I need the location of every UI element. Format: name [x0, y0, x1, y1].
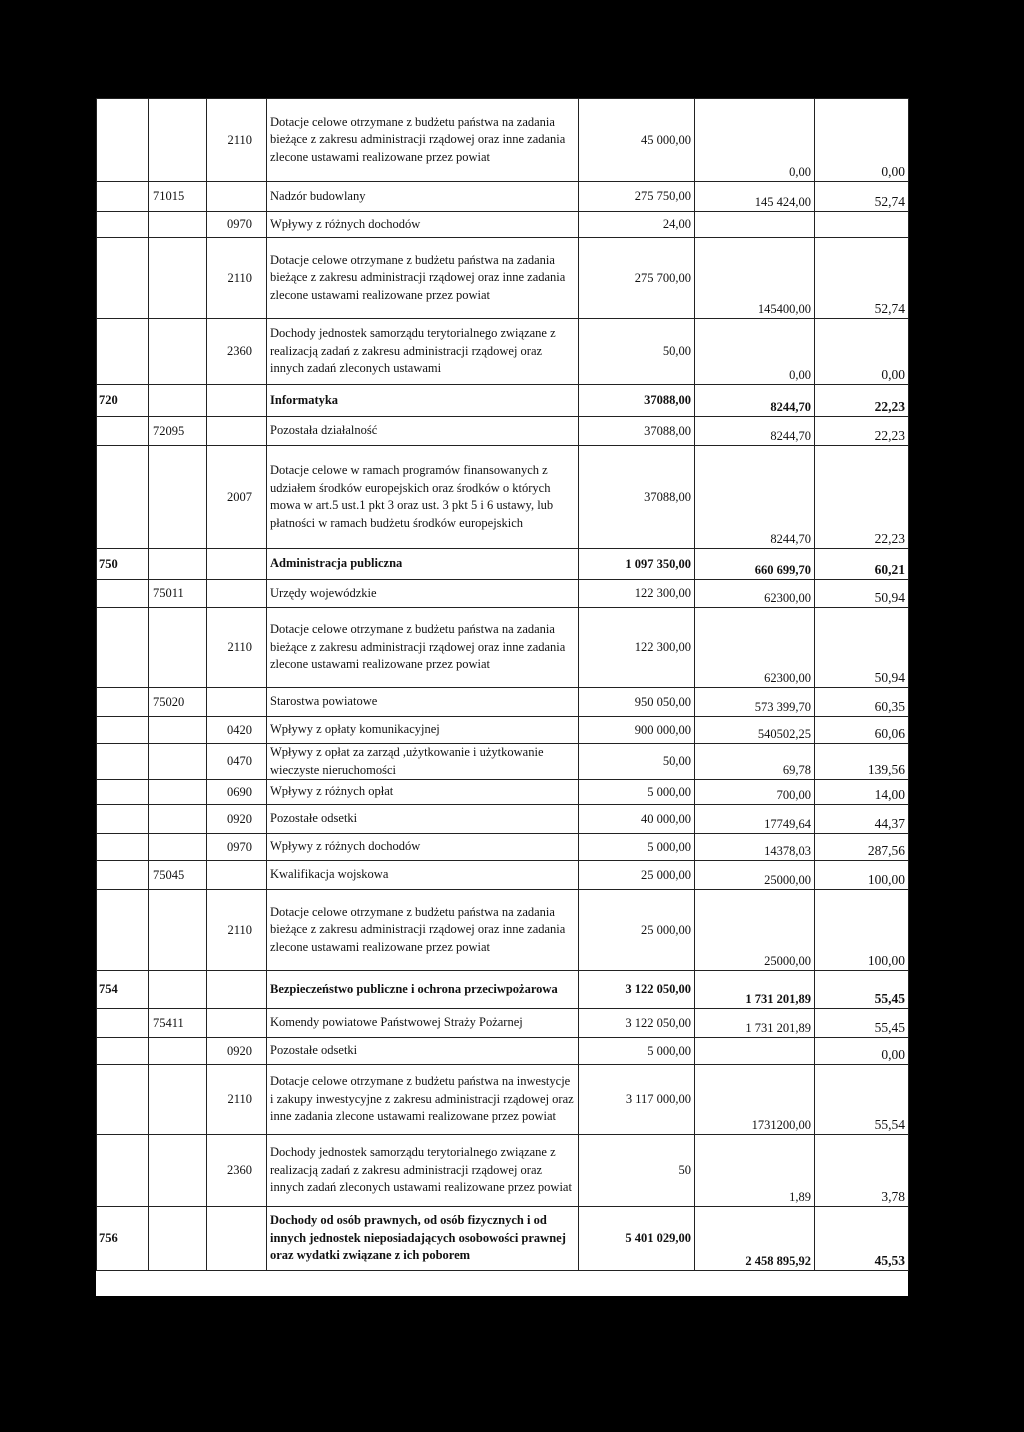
dzial-cell: 754 — [97, 971, 149, 1009]
description-cell: Dotacje celowe otrzymane z budżetu państwa na inwestycje i zakupy inwestycyjne z zakresu administracji rządowej oraz inne zadania zlecone ustawami realizowane przez powiat — [267, 1065, 579, 1135]
description-cell: Nadzór budowlany — [267, 182, 579, 212]
paragraf-cell — [207, 580, 267, 608]
rozdzial-cell — [149, 238, 207, 319]
paragraf-cell: 0920 — [207, 1038, 267, 1065]
table-row — [97, 319, 909, 385]
table-row — [97, 417, 909, 446]
percent-cell: 22,23 — [815, 417, 909, 446]
wykonanie-cell: 540502,25 — [695, 717, 815, 744]
paragraf-cell: 0920 — [207, 805, 267, 834]
table-row — [97, 744, 909, 780]
dzial-cell — [97, 717, 149, 744]
wykonanie-cell: 25000,00 — [695, 861, 815, 890]
rozdzial-cell — [149, 805, 207, 834]
table-row — [97, 1065, 909, 1135]
paragraf-cell — [207, 182, 267, 212]
percent-cell: 60,21 — [815, 549, 909, 580]
paragraf-cell: 0970 — [207, 212, 267, 238]
plan-cell: 122 300,00 — [579, 608, 695, 688]
wykonanie-cell: 2 458 895,92 — [695, 1207, 815, 1271]
percent-cell: 55,45 — [815, 971, 909, 1009]
dzial-cell — [97, 1065, 149, 1135]
rozdzial-cell: 75020 — [149, 688, 207, 717]
budget-table — [96, 98, 909, 1271]
description-cell: Dotacje celowe otrzymane z budżetu państwa na zadania bieżące z zakresu administracji rządowej oraz inne zadania zlecone ustawami realizowane przez powiat — [267, 890, 579, 971]
table-row — [97, 446, 909, 549]
rozdzial-cell — [149, 717, 207, 744]
table-row — [97, 971, 909, 1009]
table-row — [97, 99, 909, 182]
rozdzial-cell: 71015 — [149, 182, 207, 212]
description-cell: Dotacje celowe otrzymane z budżetu państwa na zadania bieżące z zakresu administracji rządowej oraz inne zadania zlecone ustawami realizowane przez powiat — [267, 608, 579, 688]
description-cell: Wpływy z różnych opłat — [267, 780, 579, 805]
plan-cell: 5 000,00 — [579, 834, 695, 861]
rozdzial-cell — [149, 446, 207, 549]
wykonanie-cell — [695, 212, 815, 238]
dzial-cell — [97, 608, 149, 688]
table-row — [97, 549, 909, 580]
percent-cell: 44,37 — [815, 805, 909, 834]
plan-cell: 3 122 050,00 — [579, 1009, 695, 1038]
rozdzial-cell — [149, 99, 207, 182]
table-row — [97, 1207, 909, 1271]
plan-cell: 37088,00 — [579, 417, 695, 446]
plan-cell: 122 300,00 — [579, 580, 695, 608]
rozdzial-cell — [149, 834, 207, 861]
percent-cell: 0,00 — [815, 319, 909, 385]
percent-cell: 50,94 — [815, 608, 909, 688]
percent-cell: 22,23 — [815, 385, 909, 417]
table-row — [97, 890, 909, 971]
table-row — [97, 238, 909, 319]
percent-cell: 52,74 — [815, 238, 909, 319]
plan-cell: 950 050,00 — [579, 688, 695, 717]
dzial-cell — [97, 861, 149, 890]
description-cell: Dotacje celowe otrzymane z budżetu państwa na zadania bieżące z zakresu administracji rządowej oraz inne zadania zlecone ustawami realizowane przez powiat — [267, 99, 579, 182]
paragraf-cell — [207, 417, 267, 446]
plan-cell: 37088,00 — [579, 385, 695, 417]
wykonanie-cell: 1,89 — [695, 1135, 815, 1207]
rozdzial-cell — [149, 744, 207, 780]
percent-cell: 60,35 — [815, 688, 909, 717]
wykonanie-cell: 1 731 201,89 — [695, 1009, 815, 1038]
paragraf-cell — [207, 1207, 267, 1271]
table-row — [97, 385, 909, 417]
plan-cell: 275 750,00 — [579, 182, 695, 212]
plan-cell: 3 117 000,00 — [579, 1065, 695, 1135]
dzial-cell: 756 — [97, 1207, 149, 1271]
description-cell: Starostwa powiatowe — [267, 688, 579, 717]
dzial-cell — [97, 805, 149, 834]
plan-cell: 45 000,00 — [579, 99, 695, 182]
percent-cell: 52,74 — [815, 182, 909, 212]
paragraf-cell: 0690 — [207, 780, 267, 805]
percent-cell: 60,06 — [815, 717, 909, 744]
dzial-cell — [97, 319, 149, 385]
paragraf-cell: 2360 — [207, 1135, 267, 1207]
description-cell: Pozostała działalność — [267, 417, 579, 446]
percent-cell: 3,78 — [815, 1135, 909, 1207]
paragraf-cell: 2110 — [207, 238, 267, 319]
percent-cell: 100,00 — [815, 861, 909, 890]
description-cell: Wpływy z opłaty komunikacyjnej — [267, 717, 579, 744]
rozdzial-cell — [149, 1065, 207, 1135]
table-row — [97, 861, 909, 890]
plan-cell: 25 000,00 — [579, 890, 695, 971]
paragraf-cell — [207, 688, 267, 717]
rozdzial-cell: 75411 — [149, 1009, 207, 1038]
description-cell: Wpływy z różnych dochodów — [267, 834, 579, 861]
plan-cell: 275 700,00 — [579, 238, 695, 319]
percent-cell: 55,45 — [815, 1009, 909, 1038]
table-row — [97, 182, 909, 212]
percent-cell: 139,56 — [815, 744, 909, 780]
plan-cell: 40 000,00 — [579, 805, 695, 834]
plan-cell: 1 097 350,00 — [579, 549, 695, 580]
description-cell: Dochody od osób prawnych, od osób fizycznych i od innych jednostek nieposiadających osobowości prawnej oraz wydatki związane z ich poborem — [267, 1207, 579, 1271]
plan-cell: 3 122 050,00 — [579, 971, 695, 1009]
wykonanie-cell: 0,00 — [695, 319, 815, 385]
dzial-cell — [97, 688, 149, 717]
rozdzial-cell: 75045 — [149, 861, 207, 890]
percent-cell: 50,94 — [815, 580, 909, 608]
description-cell: Kwalifikacja wojskowa — [267, 861, 579, 890]
paragraf-cell — [207, 549, 267, 580]
description-cell: Dochody jednostek samorządu terytorialnego związane z realizacją zadań z zakresu administracji rządowej oraz innych zadań zleconych ustawami realizowane przez powiat — [267, 1135, 579, 1207]
percent-cell: 22,23 — [815, 446, 909, 549]
dzial-cell — [97, 212, 149, 238]
table-row — [97, 805, 909, 834]
table-row — [97, 212, 909, 238]
rozdzial-cell — [149, 385, 207, 417]
percent-cell: 0,00 — [815, 1038, 909, 1065]
description-cell: Pozostałe odsetki — [267, 1038, 579, 1065]
rozdzial-cell — [149, 549, 207, 580]
table-row — [97, 580, 909, 608]
wykonanie-cell: 62300,00 — [695, 580, 815, 608]
dzial-cell: 720 — [97, 385, 149, 417]
description-cell: Administracja publiczna — [267, 549, 579, 580]
rozdzial-cell — [149, 1207, 207, 1271]
wykonanie-cell: 8244,70 — [695, 417, 815, 446]
description-cell: Bezpieczeństwo publiczne i ochrona przeciwpożarowa — [267, 971, 579, 1009]
rozdzial-cell — [149, 971, 207, 1009]
description-cell: Dotacje celowe otrzymane z budżetu państwa na zadania bieżące z zakresu administracji rządowej oraz inne zadania zlecone ustawami realizowane przez powiat — [267, 238, 579, 319]
percent-cell: 45,53 — [815, 1207, 909, 1271]
wykonanie-cell: 145 424,00 — [695, 182, 815, 212]
rozdzial-cell: 75011 — [149, 580, 207, 608]
description-cell: Urzędy wojewódzkie — [267, 580, 579, 608]
table-row — [97, 834, 909, 861]
wykonanie-cell — [695, 1038, 815, 1065]
plan-cell: 5 401 029,00 — [579, 1207, 695, 1271]
dzial-cell: 750 — [97, 549, 149, 580]
percent-cell: 287,56 — [815, 834, 909, 861]
dzial-cell — [97, 238, 149, 319]
rozdzial-cell — [149, 1038, 207, 1065]
wykonanie-cell: 660 699,70 — [695, 549, 815, 580]
plan-cell: 5 000,00 — [579, 1038, 695, 1065]
dzial-cell — [97, 417, 149, 446]
paragraf-cell: 2007 — [207, 446, 267, 549]
description-cell: Dotacje celowe w ramach programów finansowanych z udziałem środków europejskich oraz środków o których mowa w art.5 ust.1 pkt 3 oraz ust. 3 pkt 5 i 6 ustawy, lub płatności w ramach budżetu środków europejskich — [267, 446, 579, 549]
plan-cell: 37088,00 — [579, 446, 695, 549]
plan-cell: 50 — [579, 1135, 695, 1207]
paragraf-cell: 2360 — [207, 319, 267, 385]
wykonanie-cell: 69,78 — [695, 744, 815, 780]
dzial-cell — [97, 1135, 149, 1207]
table-row — [97, 608, 909, 688]
paragraf-cell: 2110 — [207, 99, 267, 182]
wykonanie-cell: 8244,70 — [695, 385, 815, 417]
table-row — [97, 688, 909, 717]
dzial-cell — [97, 1009, 149, 1038]
paragraf-cell: 0420 — [207, 717, 267, 744]
dzial-cell — [97, 99, 149, 182]
plan-cell: 50,00 — [579, 319, 695, 385]
plan-cell: 900 000,00 — [579, 717, 695, 744]
description-cell: Pozostałe odsetki — [267, 805, 579, 834]
plan-cell: 50,00 — [579, 744, 695, 780]
dzial-cell — [97, 580, 149, 608]
paragraf-cell — [207, 385, 267, 417]
percent-cell: 14,00 — [815, 780, 909, 805]
dzial-cell — [97, 834, 149, 861]
table-row — [97, 1135, 909, 1207]
paragraf-cell: 0470 — [207, 744, 267, 780]
plan-cell: 24,00 — [579, 212, 695, 238]
wykonanie-cell: 573 399,70 — [695, 688, 815, 717]
rozdzial-cell — [149, 1135, 207, 1207]
plan-cell: 25 000,00 — [579, 861, 695, 890]
paragraf-cell: 2110 — [207, 1065, 267, 1135]
dzial-cell — [97, 744, 149, 780]
wykonanie-cell: 25000,00 — [695, 890, 815, 971]
wykonanie-cell: 1731200,00 — [695, 1065, 815, 1135]
rozdzial-cell — [149, 890, 207, 971]
rozdzial-cell — [149, 780, 207, 805]
paragraf-cell — [207, 861, 267, 890]
rozdzial-cell: 72095 — [149, 417, 207, 446]
wykonanie-cell: 14378,03 — [695, 834, 815, 861]
rozdzial-cell — [149, 319, 207, 385]
percent-cell — [815, 212, 909, 238]
paragraf-cell — [207, 971, 267, 1009]
table-row — [97, 717, 909, 744]
wykonanie-cell: 62300,00 — [695, 608, 815, 688]
description-cell: Dochody jednostek samorządu terytorialnego związane z realizacją zadań z zakresu administracji rządowej oraz innych zadań zleconych ustawami — [267, 319, 579, 385]
wykonanie-cell: 145400,00 — [695, 238, 815, 319]
dzial-cell — [97, 182, 149, 212]
description-cell: Wpływy z opłat za zarząd ,użytkowanie i użytkowanie wieczyste nieruchomości — [267, 744, 579, 780]
description-cell: Informatyka — [267, 385, 579, 417]
paragraf-cell: 0970 — [207, 834, 267, 861]
table-row — [97, 1009, 909, 1038]
wykonanie-cell: 700,00 — [695, 780, 815, 805]
dzial-cell — [97, 890, 149, 971]
description-cell: Komendy powiatowe Państwowej Straży Pożarnej — [267, 1009, 579, 1038]
dzial-cell — [97, 446, 149, 549]
wykonanie-cell: 17749,64 — [695, 805, 815, 834]
paragraf-cell — [207, 1009, 267, 1038]
percent-cell: 55,54 — [815, 1065, 909, 1135]
description-cell: Wpływy z różnych dochodów — [267, 212, 579, 238]
rozdzial-cell — [149, 608, 207, 688]
rozdzial-cell — [149, 212, 207, 238]
document-page — [96, 98, 908, 1296]
paragraf-cell: 2110 — [207, 890, 267, 971]
table-row — [97, 1038, 909, 1065]
percent-cell: 0,00 — [815, 99, 909, 182]
percent-cell: 100,00 — [815, 890, 909, 971]
dzial-cell — [97, 780, 149, 805]
paragraf-cell: 2110 — [207, 608, 267, 688]
dzial-cell — [97, 1038, 149, 1065]
table-row — [97, 780, 909, 805]
wykonanie-cell: 1 731 201,89 — [695, 971, 815, 1009]
plan-cell: 5 000,00 — [579, 780, 695, 805]
wykonanie-cell: 0,00 — [695, 99, 815, 182]
wykonanie-cell: 8244,70 — [695, 446, 815, 549]
